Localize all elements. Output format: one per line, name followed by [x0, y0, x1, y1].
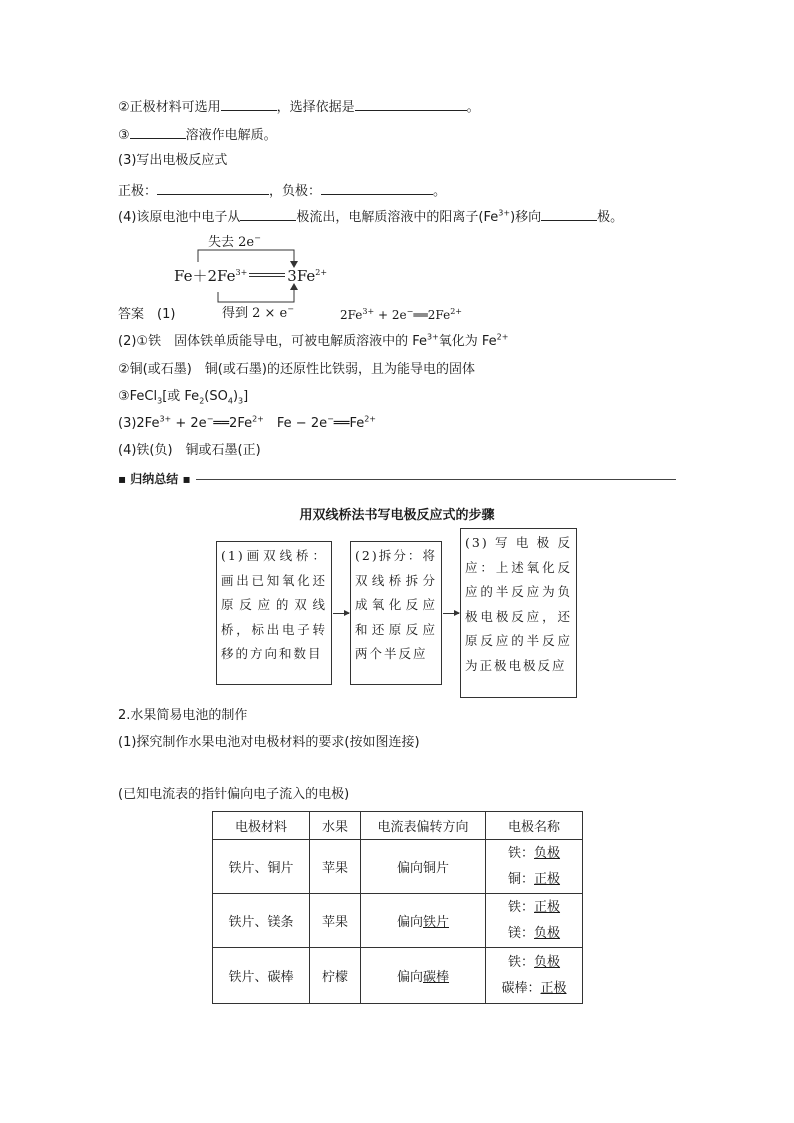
- cell-answer: 正极: [534, 871, 561, 887]
- fruit-battery-table: [212, 811, 583, 1004]
- cell-answer: 碳棒: [423, 970, 450, 985]
- answer-part: (1): [157, 307, 176, 322]
- superscript: −: [254, 233, 261, 243]
- col-header: 电极材料: [213, 812, 310, 840]
- cell-text: 铁：: [507, 845, 534, 861]
- superscript: 3+: [498, 208, 511, 218]
- line-text: + 2e: [171, 416, 207, 431]
- fruit-cell: 苹果: [310, 840, 361, 894]
- divider: [196, 479, 676, 480]
- reactants: Fe＋2Fe: [174, 267, 236, 285]
- answer-blank[interactable]: [240, 206, 296, 221]
- cell-answer: 正极: [540, 980, 567, 996]
- subscript: 4: [227, 396, 233, 406]
- eq-text: + 2e: [374, 308, 407, 322]
- question-part-4: [118, 206, 623, 227]
- line-text: ]: [243, 389, 249, 404]
- col-header: 电极名称: [486, 812, 583, 840]
- line-text: (3)2Fe: [118, 416, 160, 431]
- cell-text: 镁：: [507, 925, 534, 941]
- electrode-line: [486, 976, 582, 1002]
- electrode-line: [486, 921, 582, 947]
- answer-blank[interactable]: [355, 96, 467, 111]
- answer-label: 答案: [118, 307, 145, 322]
- step-box-2: (2)拆分：将双线桥拆分成氧化反应和还原反应两个半反应: [350, 541, 442, 685]
- table-header-row: [213, 812, 583, 840]
- line-text: 。: [466, 100, 480, 115]
- superscript: −: [287, 304, 294, 314]
- question-line-electrodes: [118, 180, 446, 201]
- cell-text: 碳棒：: [501, 980, 541, 996]
- answer-line-6: (4)铁(负) 铜或石墨(正): [118, 443, 261, 458]
- electrode-line: [486, 895, 582, 921]
- eq-text: 2Fe: [340, 308, 363, 322]
- material-cell: 铁片、镁条: [213, 894, 310, 948]
- superscript: 2+: [496, 332, 509, 342]
- answer-blank[interactable]: [157, 180, 269, 195]
- line-text: ): [232, 389, 239, 404]
- answer-blank[interactable]: [321, 180, 433, 195]
- line-text: 溶液作电解质。: [185, 128, 277, 143]
- direction-cell: [361, 840, 486, 894]
- answer-equation-1: [340, 306, 462, 324]
- electrode-line: [486, 841, 582, 867]
- summary-tag: ▪ 归纳总结 ▪: [118, 472, 191, 486]
- cell-answer: 正极: [534, 899, 561, 915]
- question-line-3: [118, 124, 277, 145]
- table-note: (已知电流表的指针偏向电子流入的电极): [118, 787, 350, 802]
- product: 3Fe: [287, 267, 316, 285]
- line-text: ③FeCl: [118, 389, 158, 404]
- cell-answer: 负极: [534, 845, 561, 861]
- line-text: 极。: [597, 210, 624, 225]
- gain-electrons-label: [222, 302, 294, 321]
- cell-text: 铁：: [507, 899, 534, 915]
- answer-line-5: [118, 415, 376, 433]
- superscript: 2+: [364, 414, 377, 424]
- superscript: −: [406, 307, 414, 316]
- step-box-3: (3)写电极反应：上述氧化反应的半反应为负极电极反应，还原反应的半反应为正极电极反应: [460, 528, 577, 698]
- subscript: 2: [199, 396, 205, 406]
- step-box-1: (1)画双线桥：画出已知氧化还原反应的双线桥，标出电子转移的方向和数目: [216, 541, 332, 685]
- fruit-cell: 柠檬: [310, 948, 361, 1004]
- electrode-line: [486, 950, 582, 976]
- direction-cell: [361, 894, 486, 948]
- label-text: 失去 2e: [208, 235, 255, 250]
- line-text: ②正极材料可选用: [118, 100, 221, 115]
- line-text: ，选择依据是: [276, 100, 355, 115]
- cell-text: 偏向铜片: [396, 861, 449, 876]
- subscript: 3: [238, 396, 244, 406]
- answer-line-1: [118, 306, 175, 324]
- electrode-name-cell: [486, 840, 583, 894]
- superscript: −: [206, 414, 214, 424]
- line-text: )移向: [510, 210, 542, 225]
- superscript: 3+: [235, 268, 248, 277]
- cell-answer: 负极: [534, 954, 561, 970]
- question-part-3: (3)写出电极反应式: [118, 153, 228, 168]
- eq-text: ══2Fe: [413, 308, 451, 322]
- superscript: 2+: [450, 307, 462, 316]
- lose-electrons-label: [208, 231, 261, 250]
- col-header: 水果: [310, 812, 361, 840]
- line-text: ③: [118, 128, 130, 143]
- cell-text: 铁：: [507, 954, 534, 970]
- line-text: [或 Fe: [162, 389, 200, 404]
- superscript: 3+: [426, 332, 439, 342]
- summary-header: [118, 472, 676, 486]
- col-header: 电流表偏转方向: [361, 812, 486, 840]
- line-text: ══Fe: [333, 416, 365, 431]
- answer-line-4: [118, 388, 248, 406]
- answer-blank[interactable]: [130, 124, 186, 139]
- cell-text: 偏向: [396, 970, 423, 985]
- reaction-equation: [174, 265, 327, 286]
- cell-answer: 铁片: [423, 915, 450, 930]
- superscript: 2+: [315, 268, 328, 277]
- line-text: ，负极：: [269, 184, 322, 199]
- line-text: (4)该原电池中电子从: [118, 210, 241, 225]
- summary-title: 用双线桥法书写电极反应式的步骤: [299, 508, 495, 523]
- superscript: −: [327, 414, 334, 424]
- direction-cell: [361, 948, 486, 1004]
- cell-text: 偏向: [396, 915, 423, 930]
- electrode-name-cell: [486, 894, 583, 948]
- line-text: 极流出，电解质溶液中的阳离子(Fe: [296, 210, 499, 225]
- subscript: 3: [157, 396, 163, 406]
- line-text: (2)①铁 固体铁单质能导电，可被电解质溶液中的 Fe: [118, 334, 427, 349]
- cell-text: 铜：: [507, 871, 534, 887]
- answer-line-2: [118, 333, 508, 351]
- electrode-name-cell: [486, 948, 583, 1004]
- fruit-cell: 苹果: [310, 894, 361, 948]
- material-cell: 铁片、碳棒: [213, 948, 310, 1004]
- answer-blank[interactable]: [221, 96, 277, 111]
- cell-answer: 负极: [534, 925, 561, 941]
- answer-line-3: ②铜(或石墨) 铜(或石墨)的还原性比铁弱，且为能导电的固体: [118, 362, 475, 377]
- section-heading: 2.水果简易电池的制作: [118, 708, 248, 723]
- arrow-icon: [443, 613, 459, 614]
- superscript: 3+: [159, 414, 172, 424]
- electrode-line: [486, 867, 582, 893]
- line-text: 正极：: [118, 184, 158, 199]
- table-row: [213, 948, 583, 1004]
- section-subheading: (1)探究制作水果电池对电极材料的要求(按如图连接): [118, 735, 420, 750]
- line-text: ══2Fe: [213, 416, 253, 431]
- line-text: 氧化为 Fe: [438, 334, 497, 349]
- material-cell: 铁片、铜片: [213, 840, 310, 894]
- superscript: 2+: [252, 414, 264, 424]
- line-text: 。: [433, 184, 447, 199]
- answer-blank[interactable]: [541, 206, 597, 221]
- question-line-2: [118, 96, 480, 117]
- table-row: [213, 894, 583, 948]
- equals-sign: [249, 273, 285, 277]
- line-text: Fe − 2e: [263, 416, 328, 431]
- line-text: (SO: [204, 389, 228, 404]
- table-row: [213, 840, 583, 894]
- superscript: 3+: [362, 307, 375, 316]
- label-text: 得到 2 × e: [222, 306, 288, 321]
- arrow-icon: [333, 613, 349, 614]
